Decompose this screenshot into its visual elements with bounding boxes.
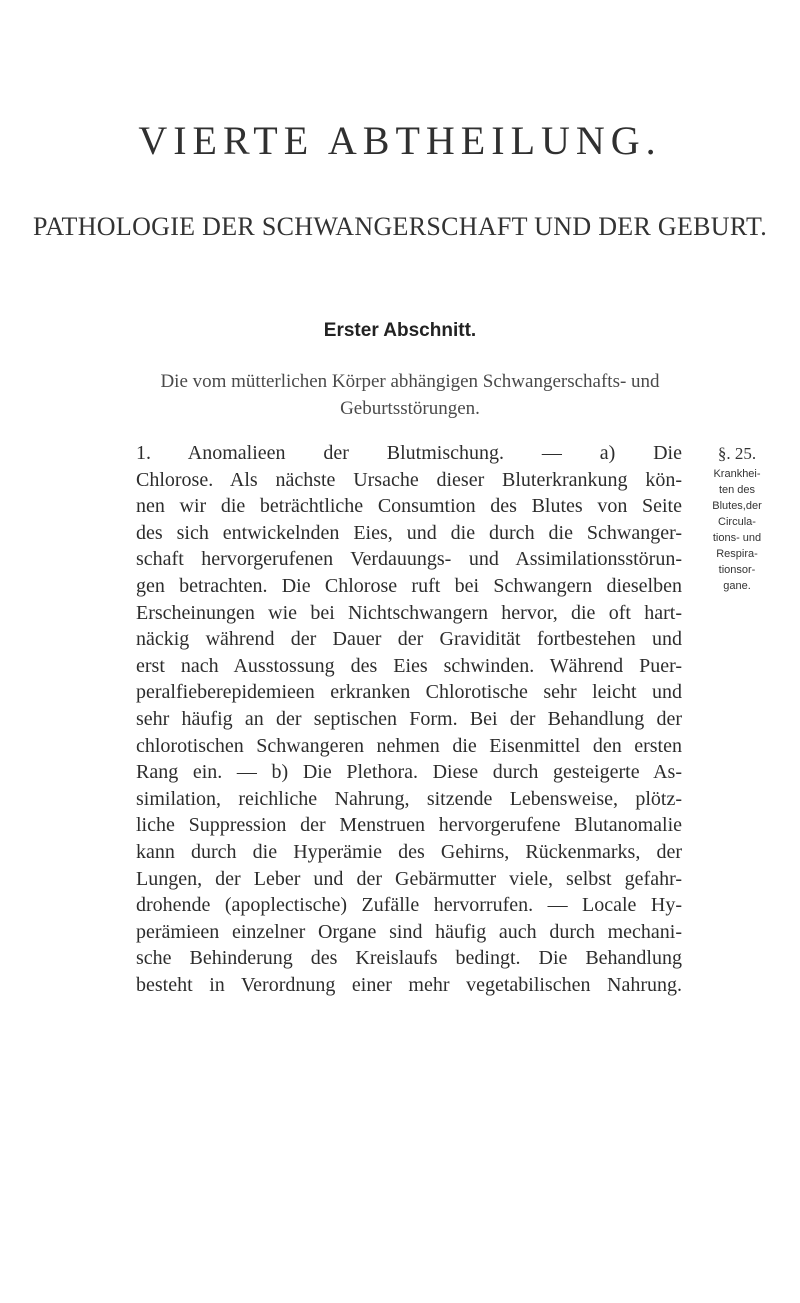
body-line: 1. Anomalieen der Blutmischung. — a) Die [136, 442, 682, 464]
body-line: nen wir die beträchtliche Consumtion des Blutes von Seite [136, 495, 682, 518]
body-line: peralfieberepidemieen erkranken Chlorotische sehr leicht und [136, 681, 682, 704]
body-line: kann durch die Hyperämie des Gehirns, Rückenmarks, der [136, 840, 682, 863]
margin-note-line: Krankhei- [713, 468, 761, 480]
body-line: similation, reichliche Nahrung, sitzende Lebensweise, plötz- [136, 787, 682, 810]
body-line: Erscheinungen wie bei Nichtschwangern hervor, die oft hart- [136, 601, 682, 624]
body-paragraph [136, 440, 682, 998]
chapter-subtitle: Die vom mütterlichen Körper abhängigen Schwangerschafts- und Geburtsstörungen. [160, 371, 660, 419]
body-line: besteht in Verordnung einer mehr vegetabilischen Nahrung. [136, 973, 682, 996]
part-title: VIERTE ABTHEILUNG. [138, 118, 662, 163]
body-line: sehr häufig an der septischen Form. Bei der Behandlung der [136, 707, 682, 730]
margin-note-line: ten des [718, 484, 756, 496]
margin-note-line: gane. [723, 580, 751, 592]
body-line: erst nach Ausstossung des Eies schwinden. Während Puer- [136, 654, 682, 677]
chapter-title: Erster Abschnitt. [323, 320, 477, 341]
margin-note-line: Respira- [716, 548, 758, 560]
paragraph-number: §. 25. [717, 444, 757, 463]
body-line: liche Suppression der Menstruen hervorgerufene Blutanomalie [136, 814, 682, 837]
body-line: Lungen, der Leber und der Gebärmutter viele, selbst gefahr- [136, 867, 682, 890]
body-line: gen betrachten. Die Chlorose ruft bei Schwangern dieselben [136, 574, 682, 597]
body-line: schaft hervorgerufenen Verdauungs- und Assimilationsstörun- [136, 548, 682, 571]
body-line: näckig während der Dauer der Gravidität fortbestehen und [136, 628, 682, 651]
margin-note-line: tions- und [712, 532, 762, 544]
section-title: PATHOLOGIE DER SCHWANGERSCHAFT UND DER GEBURT. [32, 212, 768, 241]
body-line: drohende (apoplectische) Zufälle hervorrufen. — Locale Hy- [136, 894, 682, 917]
body-line: des sich entwickelnden Eies, und die durch die Schwanger- [136, 521, 682, 544]
margin-note-line: Circula- [718, 516, 756, 528]
body-line: sche Behinderung des Kreislaufs bedingt. Die Behandlung [136, 947, 682, 970]
margin-note [687, 444, 787, 594]
body-line: perämieen einzelner Organe sind häufig auch durch mechani- [136, 920, 682, 943]
body-line: chlorotischen Schwangeren nehmen die Eisenmittel den ersten [136, 734, 682, 757]
margin-note-line: tionsor- [718, 564, 756, 576]
body-line: Rang ein. — b) Die Plethora. Diese durch gesteigerte As- [136, 761, 682, 784]
margin-note-line: Blutes,der [712, 500, 762, 512]
body-line: Chlorose. Als nächste Ursache dieser Bluterkrankung kön- [136, 468, 682, 491]
